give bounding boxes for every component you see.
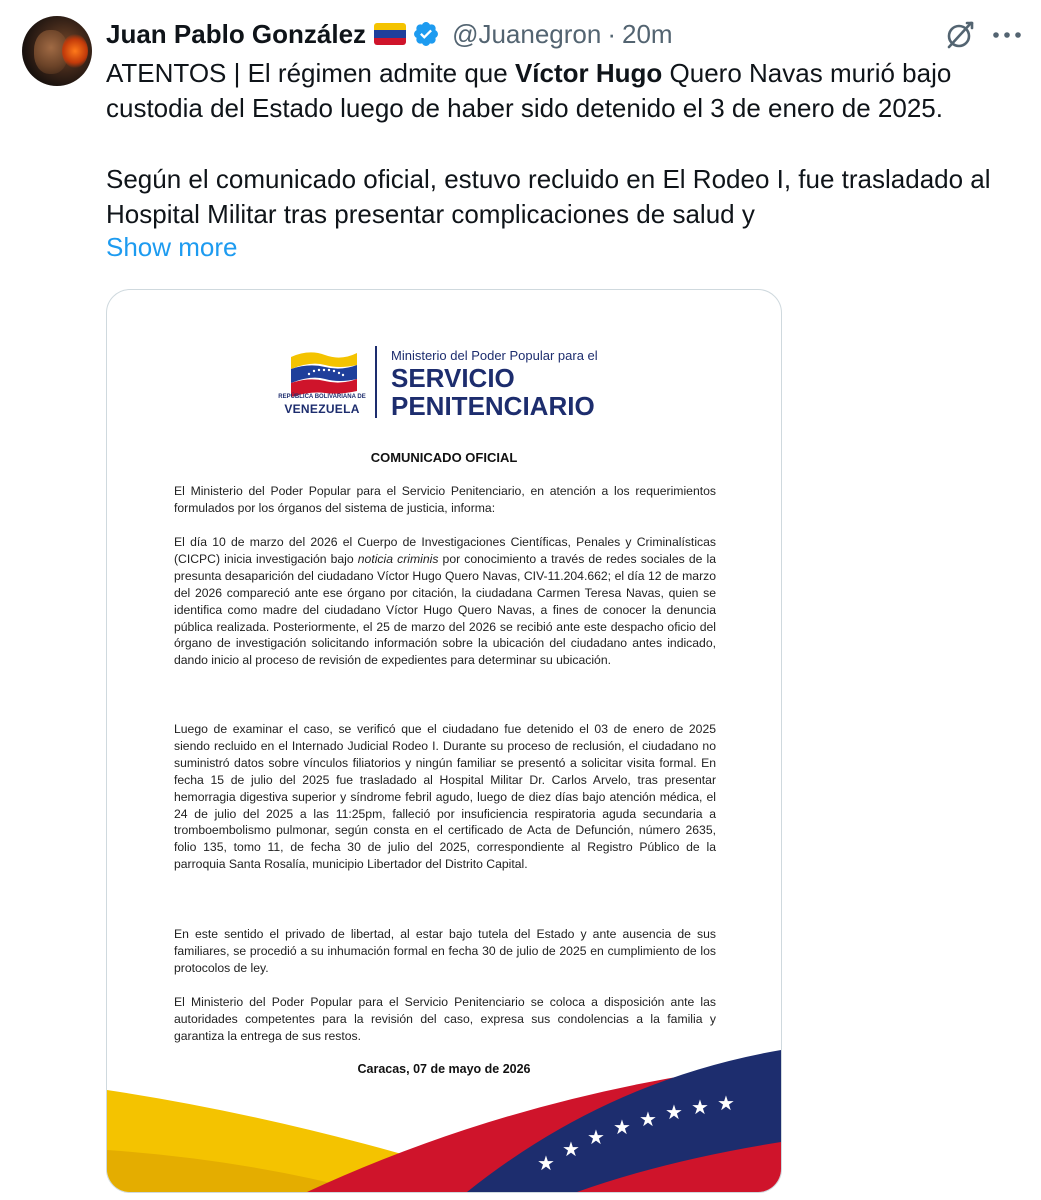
avatar-glow	[62, 34, 88, 68]
tweet-timestamp[interactable]: 20m	[622, 18, 673, 49]
svg-text:★: ★	[562, 1137, 580, 1161]
official-communique-document	[107, 290, 781, 1192]
author-handle[interactable]: @Juanegron	[452, 18, 602, 49]
tweet-text-part: ATENTOS | El régimen admite que	[106, 58, 515, 88]
author-name[interactable]: Juan Pablo González	[106, 18, 367, 49]
svg-text:★: ★	[717, 1091, 735, 1115]
svg-text:★: ★	[639, 1107, 657, 1131]
ministerio-label: Ministerio del Poder Popular para el	[391, 348, 598, 363]
document-signature: Caracas, 07 de mayo de 2026	[357, 1062, 531, 1076]
document-paragraph-2	[174, 534, 716, 669]
republica-label: REPÚBLICA BOLIVARIANA DE	[278, 394, 366, 400]
avatar[interactable]	[22, 16, 92, 86]
document-title: COMUNICADO OFICIAL	[370, 450, 518, 465]
svg-text:★: ★	[665, 1100, 683, 1124]
svg-text:★: ★	[587, 1125, 605, 1149]
separator-dot: ·	[607, 18, 617, 49]
tweet-text-bold: Víctor Hugo	[514, 58, 663, 88]
document-text-part: El día 10 de marzo del 2026 el Cuerpo de Investigaciones Científicas, Penales y Criminalísticas (CICPC) inicia investigación bajo	[174, 535, 716, 566]
penitenciario-label: PENITENCIARIO	[391, 391, 595, 421]
grok-icon[interactable]	[942, 18, 976, 52]
tweet-paragraph-2: Según el comunicado oficial, estuvo recluido en El Rodeo I, fue trasladado al Hospital Militar tras presentar complicaciones de salud y	[106, 164, 991, 229]
document-text-italic: noticia criminis	[357, 551, 439, 566]
venezuela-flag-icon	[374, 23, 406, 45]
servicio-label: SERVICIO	[391, 363, 515, 393]
document-paragraph-1: El Ministerio del Poder Popular para el Servicio Penitenciario, en atención a los requerimientos formulados por los órganos del sistema de justicia, informa:	[174, 484, 716, 515]
logo-divider	[375, 346, 377, 418]
venezuela-label: VENEZUELA	[284, 402, 360, 416]
svg-text:★: ★	[691, 1095, 709, 1119]
attached-image-card[interactable]	[106, 289, 782, 1193]
svg-text:★: ★	[537, 1151, 555, 1175]
more-options-icon[interactable]	[990, 20, 1024, 50]
tweet-text	[106, 56, 1026, 232]
tweet-paragraph-1	[106, 56, 1026, 126]
document-paragraph-5: El Ministerio del Poder Popular para el Servicio Penitenciario se coloca a disposición ante las autoridades competentes para la revisión del caso, expresa sus condolencias a la familia y garantiza la entrega de sus restos.	[174, 995, 716, 1043]
verified-badge-icon	[412, 20, 440, 48]
document-paragraph-4: En este sentido el privado de libertad, al estar bajo tutela del Estado y ante ausencia de sus familiares, se procedió a su inhumación formal en fecha 30 de julio de 2025 en cumplimiento de los protocolos de ley.	[174, 927, 716, 975]
venezuela-flag-logo-icon	[287, 347, 359, 399]
document-text-part: por conocimiento a través de redes sociales de la presunta desaparición del ciudadano Víctor Hugo Quero Navas, CIV-11.204.662; el día 12 de marzo del 2026 compareció ante ese órgano por citación, la ciudadana Carmen Teresa Navas, quien se identifica como madre del ciudadano Víctor Hugo Quero Navas, a fines de conocer la denuncia pública realizada. Posteriormente, el 25 de marzo del 2026 se recibió ante este despacho oficio del órgano de investigación solicitando información sobre la ubicación del ciudadano antes indicado, dando inicio al proceso de revisión de expedientes para determinar su ubicación.	[174, 551, 716, 668]
document-paragraph-3: Luego de examinar el caso, se verificó que el ciudadano fue detenido el 03 de enero de 2025 siendo recluido en el Internado Judicial Rodeo I. Durante su proceso de reclusión, el ciudadano no suministró datos sobre vínculos filiatorios y ningún familiar se presentó a solicitar visita formal. En fecha 15 de julio del 2025 fue trasladado al Hospital Militar Dr. Carlos Arvelo, tras presentar hemorragia digestiva superior y síndrome febril agudo, luego de diez días bajo atención médica, el 24 de julio del 2025 a las 11:25pm, falleció por insuficiencia respiratoria aguda secundaria a tromboembolismo pulmonar, según consta en el certificado de Acta de Defunción, número 2635, folio 135, tomo 11, de fecha 30 de julio del 2025, correspondiente al Registro Público de la parroquia Santa Rosalía, municipio Libertador del Distrito Capital.	[174, 722, 716, 872]
tweet-text-part: Quero Navas murió bajo custodia del Estado luego de haber sido detenido el 3 de enero de 2025.	[106, 58, 952, 123]
svg-text:★: ★	[613, 1115, 631, 1139]
show-more-link[interactable]: Show more	[106, 232, 238, 262]
tweet-header	[106, 16, 673, 52]
